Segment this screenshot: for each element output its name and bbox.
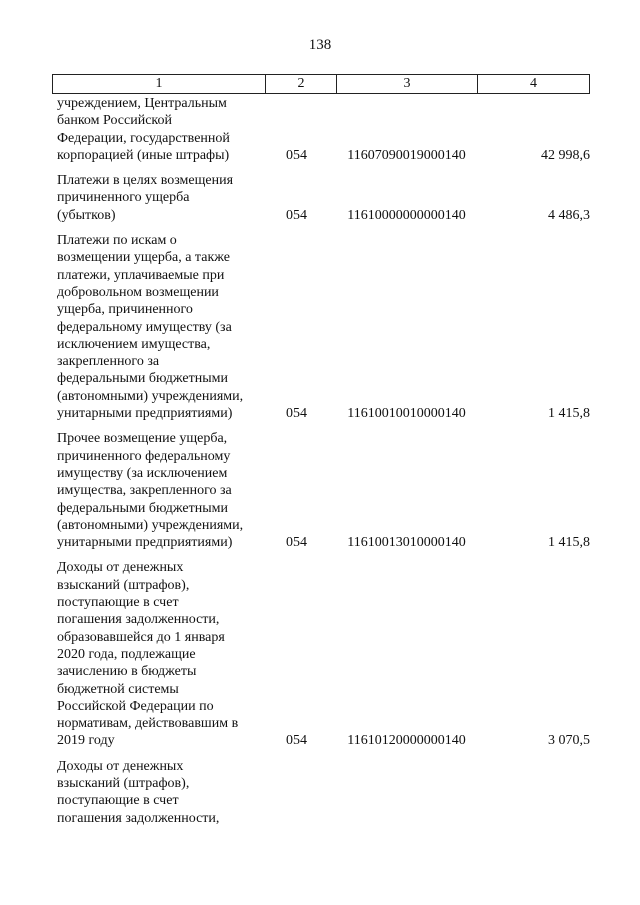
row-sum: 1 415,8 [548,406,590,422]
row-code: 054 [286,733,307,749]
row-kbk: 11610010010000140 [347,406,466,422]
row-kbk: 11610013010000140 [347,535,466,551]
table-body [57,95,590,835]
row-code: 054 [286,147,307,163]
row-code: 054 [286,535,307,551]
table-row [57,758,590,827]
row-name: Платежи по искам о возмещении ущерба, а также платежи, уплачиваемые при добровольном возмещении ущерба, причиненного федеральному имуществу (за исключением имущества, закрепленного за федеральными бюджетными (автономными) учреждениями, унитарными предприятиями) [57,233,244,422]
header-col-2: 2 [265,75,336,93]
table-row [57,232,590,422]
header-col-1: 1 [155,76,163,91]
table-row [57,430,590,551]
table-row [57,95,590,164]
row-name: Доходы от денежных взысканий (штрафов), поступающие в счет погашения задолженности, [57,758,220,826]
row-sum: 1 415,8 [548,535,590,551]
row-kbk: 11610000000000140 [347,207,466,223]
row-code: 054 [286,207,307,223]
header-col-3: 3 [336,75,477,93]
row-kbk: 11610120000000140 [347,733,466,749]
table-row [57,559,590,749]
row-name: Прочее возмещение ущерба, причиненного федеральному имуществу (за исключением имущества, закрепленного за федеральными бюджетными (автономными) учреждениями, унитарными предприятиями) [57,431,244,551]
row-sum: 3 070,5 [548,733,590,749]
row-name: учреждением, Центральным банком Российской Федерации, государственной корпорацией (иные штрафы) [57,96,230,163]
table-header [52,74,590,94]
row-name: Доходы от денежных взысканий (штрафов), поступающие в счет погашения задолженности, образовавшейся до 1 января 2020 года, подлежащие зачислению в бюджеты бюджетной системы Российской Федерации по нормативам, действовавшим в 2019 году [57,560,239,749]
page-number: 138 [308,37,332,53]
row-sum: 42 998,6 [541,147,590,163]
row-code: 054 [286,406,307,422]
row-sum: 4 486,3 [548,207,590,223]
row-kbk: 11607090019000140 [347,147,466,163]
row-name: Платежи в целях возмещения причиненного ущерба (убытков) [57,173,234,223]
header-col-4: 4 [477,75,589,93]
table-row [57,172,590,224]
